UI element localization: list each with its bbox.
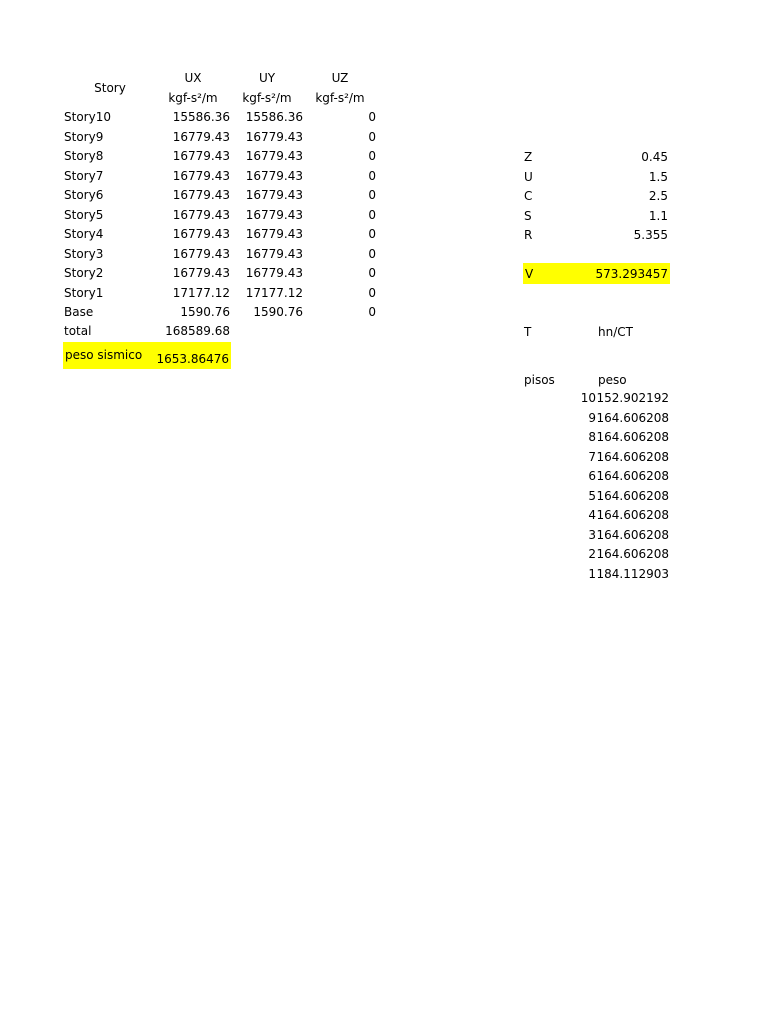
story-uy: 16779.43 xyxy=(245,129,303,144)
piso-number: 6 xyxy=(588,469,596,483)
story-uz: 0 xyxy=(368,149,376,163)
piso-peso: 164.606208 xyxy=(596,430,669,444)
piso-peso: 164.606208 xyxy=(596,488,669,503)
header-story: Story xyxy=(94,81,126,95)
header-peso: peso xyxy=(598,373,627,387)
story-name: Story7 xyxy=(64,168,104,183)
story-uz: 0 xyxy=(368,188,376,202)
story-uz: 0 xyxy=(368,305,376,319)
piso-peso: 164.606208 xyxy=(596,449,669,464)
story-uz: 0 xyxy=(368,207,376,222)
story-name: Story6 xyxy=(64,188,104,202)
story-name: Base xyxy=(64,305,94,319)
story-uy: 17177.12 xyxy=(245,285,303,300)
story-uz: 0 xyxy=(368,168,376,183)
header-uy: UY xyxy=(258,71,276,85)
story-ux: 16779.43 xyxy=(172,207,230,222)
unit-uz: kgf-s²/m xyxy=(315,91,365,105)
piso-peso: 152.902192 xyxy=(596,391,669,405)
shear-value: 573.293457 xyxy=(595,267,668,281)
piso-peso: 164.606208 xyxy=(596,469,669,483)
param-name: S xyxy=(524,208,532,223)
peso-sismico-label: peso sismico xyxy=(65,348,143,362)
story-ux: 1590.76 xyxy=(180,305,230,319)
story-uy: 16779.43 xyxy=(245,149,303,163)
piso-number: 1 xyxy=(588,566,596,581)
story-uz: 0 xyxy=(368,246,376,261)
story-ux: 16779.43 xyxy=(172,246,230,261)
unit-uy: kgf-s²/m xyxy=(242,91,292,105)
header-ux: UX xyxy=(184,71,202,85)
story-uz: 0 xyxy=(368,227,376,241)
piso-number: 8 xyxy=(588,430,596,444)
piso-peso: 164.606208 xyxy=(596,547,669,561)
header-uz: UZ xyxy=(331,71,349,85)
piso-number: 10 xyxy=(580,391,596,405)
story-ux: 15586.36 xyxy=(172,110,230,124)
story-uy: 16779.43 xyxy=(245,246,303,261)
story-name: Story4 xyxy=(64,227,104,241)
story-name: Story10 xyxy=(64,110,111,124)
unit-ux: kgf-s²/m xyxy=(168,91,218,105)
story-ux: 16779.43 xyxy=(172,168,230,183)
param-name: U xyxy=(524,169,533,184)
peso-sismico-value: 1653.86476 xyxy=(156,352,229,366)
piso-peso: 164.606208 xyxy=(596,410,669,425)
param-value: 1.5 xyxy=(648,169,668,184)
story-uy: 16779.43 xyxy=(245,266,303,280)
piso-number: 9 xyxy=(588,410,596,425)
story-uy: 15586.36 xyxy=(245,110,303,124)
story-uz: 0 xyxy=(368,266,376,280)
param-name: Z xyxy=(524,150,533,164)
param-value: 2.5 xyxy=(648,189,668,203)
story-ux: 16779.43 xyxy=(172,129,230,144)
shear-label: V xyxy=(525,267,534,281)
story-ux: 16779.43 xyxy=(172,188,230,202)
story-ux: 17177.12 xyxy=(172,285,230,300)
story-uy: 16779.43 xyxy=(245,168,303,183)
story-ux: 16779.43 xyxy=(172,149,230,163)
story-uy: 16779.43 xyxy=(245,188,303,202)
piso-peso: 184.112903 xyxy=(596,566,669,581)
story-uz: 0 xyxy=(368,110,376,124)
story-uy: 1590.76 xyxy=(253,305,303,319)
story-name: Story1 xyxy=(64,285,104,300)
piso-peso: 164.606208 xyxy=(596,527,669,542)
story-name: Story3 xyxy=(64,246,104,261)
story-name: Story9 xyxy=(64,129,104,144)
piso-peso: 164.606208 xyxy=(596,508,669,522)
period-label: T xyxy=(524,325,532,339)
total-value: 168589.68 xyxy=(165,324,230,338)
piso-number: 4 xyxy=(588,508,596,522)
story-ux: 16779.43 xyxy=(172,266,230,280)
period-formula: hn/CT xyxy=(598,325,633,339)
param-name: R xyxy=(524,228,533,242)
story-ux: 16779.43 xyxy=(172,227,230,241)
story-name: Story8 xyxy=(64,149,104,163)
story-uz: 0 xyxy=(368,285,376,300)
piso-number: 3 xyxy=(588,527,596,542)
param-value: 0.45 xyxy=(641,150,668,164)
piso-number: 2 xyxy=(588,547,596,561)
param-name: C xyxy=(524,189,533,203)
story-name: Story5 xyxy=(64,207,104,222)
story-name: Story2 xyxy=(64,266,104,280)
story-uz: 0 xyxy=(368,129,376,144)
param-value: 5.355 xyxy=(633,228,668,242)
header-pisos: pisos xyxy=(524,373,555,387)
total-label: total xyxy=(64,324,92,338)
param-value: 1.1 xyxy=(648,208,668,223)
story-uy: 16779.43 xyxy=(245,207,303,222)
piso-number: 5 xyxy=(588,488,596,503)
piso-number: 7 xyxy=(588,449,596,464)
story-uy: 16779.43 xyxy=(245,227,303,241)
